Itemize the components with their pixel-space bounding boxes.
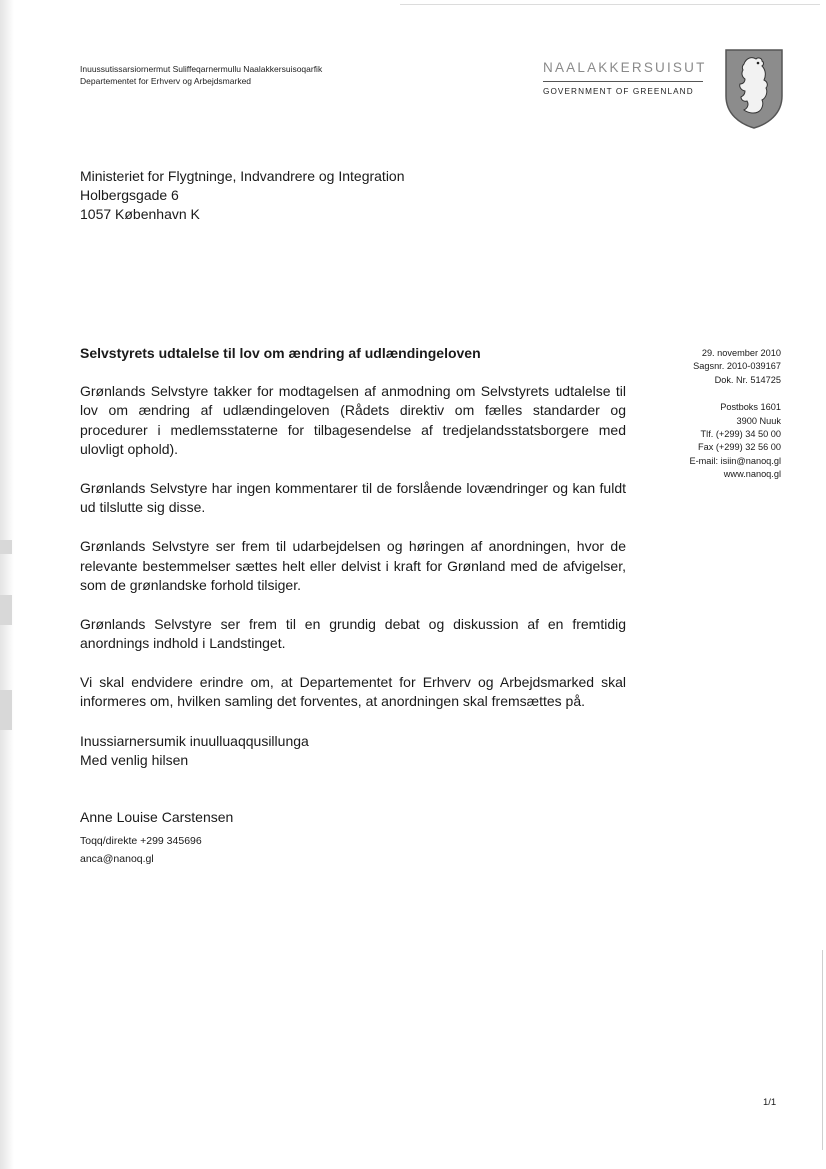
department-name-greenlandic: Inuussutissarsiornermut Suliffeqarnermullu Naalakkersuisoqarfik xyxy=(80,64,323,74)
body-paragraph: Vi skal endvidere erindre om, at Departementet for Erhverv og Arbejdsmarked skal informeres om, hvilken samling det forventes, at anordningen skal fremsættes på. xyxy=(80,674,626,710)
contact-email: E-mail: isiin@nanoq.gl xyxy=(689,455,781,466)
scan-artifact xyxy=(0,690,12,730)
recipient-street: Holbergsgade 6 xyxy=(80,187,179,203)
page-number: 1/1 xyxy=(763,1097,777,1108)
body-paragraph: Grønlands Selvstyre takker for modtagelsen af anmodning om Selvstyrets udtalelse til lov om ændring af udlændingeloven (Rådets direktiv om fælles standarder og procedurer i medlemsstaterne for tilbagesendelse af tredjelandsstatsborgere med ulovligt ophold). xyxy=(80,383,626,458)
government-logo xyxy=(543,60,707,96)
brand-name: NAALAKKERSUISUT xyxy=(543,60,707,75)
signer-name: Anne Louise Carstensen xyxy=(80,809,234,825)
closing-greeting xyxy=(80,732,309,770)
scan-edge-shadow xyxy=(0,0,14,1169)
signer-direct-phone: Toqq/direkte +299 345696 xyxy=(80,835,202,847)
phone-number: Tlf. (+299) 34 50 00 xyxy=(700,429,781,440)
signer-email: anca@nanoq.gl xyxy=(80,853,154,865)
body-paragraph: Grønlands Selvstyre ser frem til udarbejdelsen og høringen af anordningen, hvor de relevante bestemmelser sættes helt eller delvist i kraft for Grønland med de afvigelser, som de grønlandske forhold tilsiger. xyxy=(80,538,626,594)
scan-artifact xyxy=(0,595,12,625)
letter-body xyxy=(80,382,626,731)
recipient-city: 1057 København K xyxy=(80,206,200,222)
letter-subject: Selvstyrets udtalelse til lov om ændring af udlændingeloven xyxy=(80,345,481,361)
brand-divider xyxy=(543,81,703,82)
brand-subtitle: GOVERNMENT OF GREENLAND xyxy=(543,87,694,96)
polar-bear-crest-icon xyxy=(722,46,786,130)
fax-number: Fax (+299) 32 56 00 xyxy=(698,442,781,453)
recipient-name: Ministeriet for Flygtninge, Indvandrere og Integration xyxy=(80,168,405,184)
website: www.nanoq.gl xyxy=(723,469,781,480)
body-paragraph: Grønlands Selvstyre ser frem til en grundig debat og diskussion af en fremtidig anordnings indhold i Landstinget. xyxy=(80,615,626,652)
scan-line-right xyxy=(822,950,823,1150)
department-name-danish: Departementet for Erhverv og Arbejdsmarked xyxy=(80,76,252,86)
signer-contact xyxy=(80,832,202,868)
recipient-address xyxy=(80,167,405,224)
letter-date: 29. november 2010 xyxy=(701,348,781,358)
department-header xyxy=(80,63,322,87)
postal-city: 3900 Nuuk xyxy=(736,415,781,426)
case-number: Sagsnr. 2010-039167 xyxy=(693,361,781,372)
sender-meta xyxy=(640,347,781,482)
scan-line-top xyxy=(400,4,820,5)
document-number: Dok. Nr. 514725 xyxy=(714,374,781,385)
greeting-greenlandic: Inussiarnersumik inuulluaqqusillunga xyxy=(80,733,309,749)
greeting-danish: Med venlig hilsen xyxy=(80,752,189,768)
body-paragraph: Grønlands Selvstyre har ingen kommentarer til de forslående lovændringer og kan fuldt ud tilslutte sig disse. xyxy=(80,480,626,516)
scan-artifact xyxy=(0,540,12,554)
po-box: Postboks 1601 xyxy=(720,402,781,413)
